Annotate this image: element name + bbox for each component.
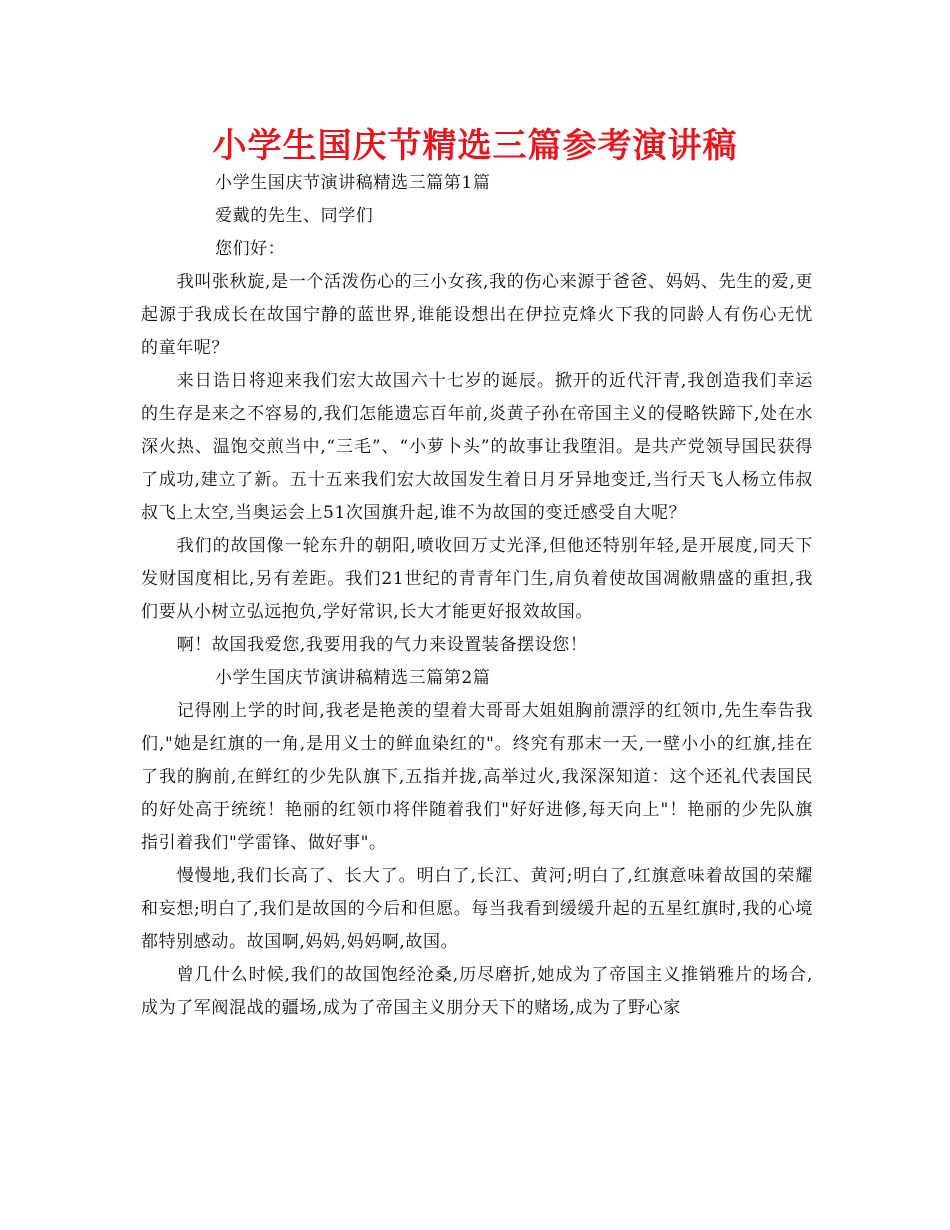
greeting: 您们好： bbox=[215, 239, 286, 259]
paragraph: 曾几什么时候,我们的故国饱经沧桑,历尽磨折,她成为了帝国主义推销雅片的场合,成为了军阀混战的疆场,成为了帝国主义朋分天下的赌场,成为了野心家 bbox=[141, 965, 813, 1018]
paragraph: 我们的故国像一轮东升的朝阳,喷收回万丈光泽,但他还特别年轻,是开展度,同天下发财国度相比,另有差距。我们21世纪的青青年门生,肩负着使故国凋敝鼎盛的重担,我们要从小树立弘远抱负,学好常识,长大才能更好报效故国。 bbox=[141, 536, 813, 622]
document-body bbox=[141, 167, 813, 1025]
paragraph: 记得刚上学的时间,我老是艳羡的望着大哥哥大姐姐胸前漂浮的红领巾,先生奉告我们,"她是红旗的一角,是用义士的鲜血染红的"。终究有那末一天,一壁小小的红旗,挂在了我的胸前,在鲜红的少先队旗下,五指并拢,高举过火,我深深知道：这个还礼代表国民的好处高于统统！艳丽的红领巾将伴随着我们"好好进修,每天向上"！艳丽的少先队旗指引着我们"学雷锋、做好事"。 bbox=[141, 701, 813, 853]
salutation: 爱戴的先生、同学们 bbox=[215, 206, 374, 226]
document-title: 小学生国庆节精选三篇参考演讲稿 bbox=[212, 126, 738, 166]
paragraph: 慢慢地,我们长高了、长大了。明白了,长江、黄河;明白了,红旗意味着故国的荣耀和妄想;明白了,我们是故国的今后和但愿。每当我看到缓缓升起的五星红旗时,我的心境都特别感动。故国啊,妈妈,妈妈啊,故国。 bbox=[141, 866, 813, 952]
paragraph: 我叫张秋旋,是一个活泼伤心的三小女孩,我的伤心来源于爸爸、妈妈、先生的爱,更起源于我成长在故国宁静的蓝世界,谁能设想出在伊拉克烽火下我的同龄人有伤心无忧的童年呢？ bbox=[141, 272, 813, 358]
section-heading-1: 小学生国庆节演讲稿精选三篇第1篇 bbox=[215, 173, 491, 193]
paragraph: 啊！故国我爱您,我要用我的气力来设置装备摆设您！ bbox=[176, 635, 588, 655]
paragraph: 来日诰日将迎来我们宏大故国六十七岁的诞辰。掀开的近代汗青,我创造我们幸运的生存是来之不容易的,我们怎能遗忘百年前,炎黄子孙在帝国主义的侵略铁蹄下,处在水深火热、温饱交煎当中,“三毛”、“小萝卜头”的故事让我堕泪。是共产党领导国民获得了成功,建立了新。五十五来我们宏大故国发生着日月牙异地变迁,当行天飞人杨立伟叔叔飞上太空,当奥运会上51次国旗升起,谁不为故国的变迁感受自大呢？ bbox=[141, 371, 813, 523]
section-heading-2: 小学生国庆节演讲稿精选三篇第2篇 bbox=[215, 668, 491, 688]
